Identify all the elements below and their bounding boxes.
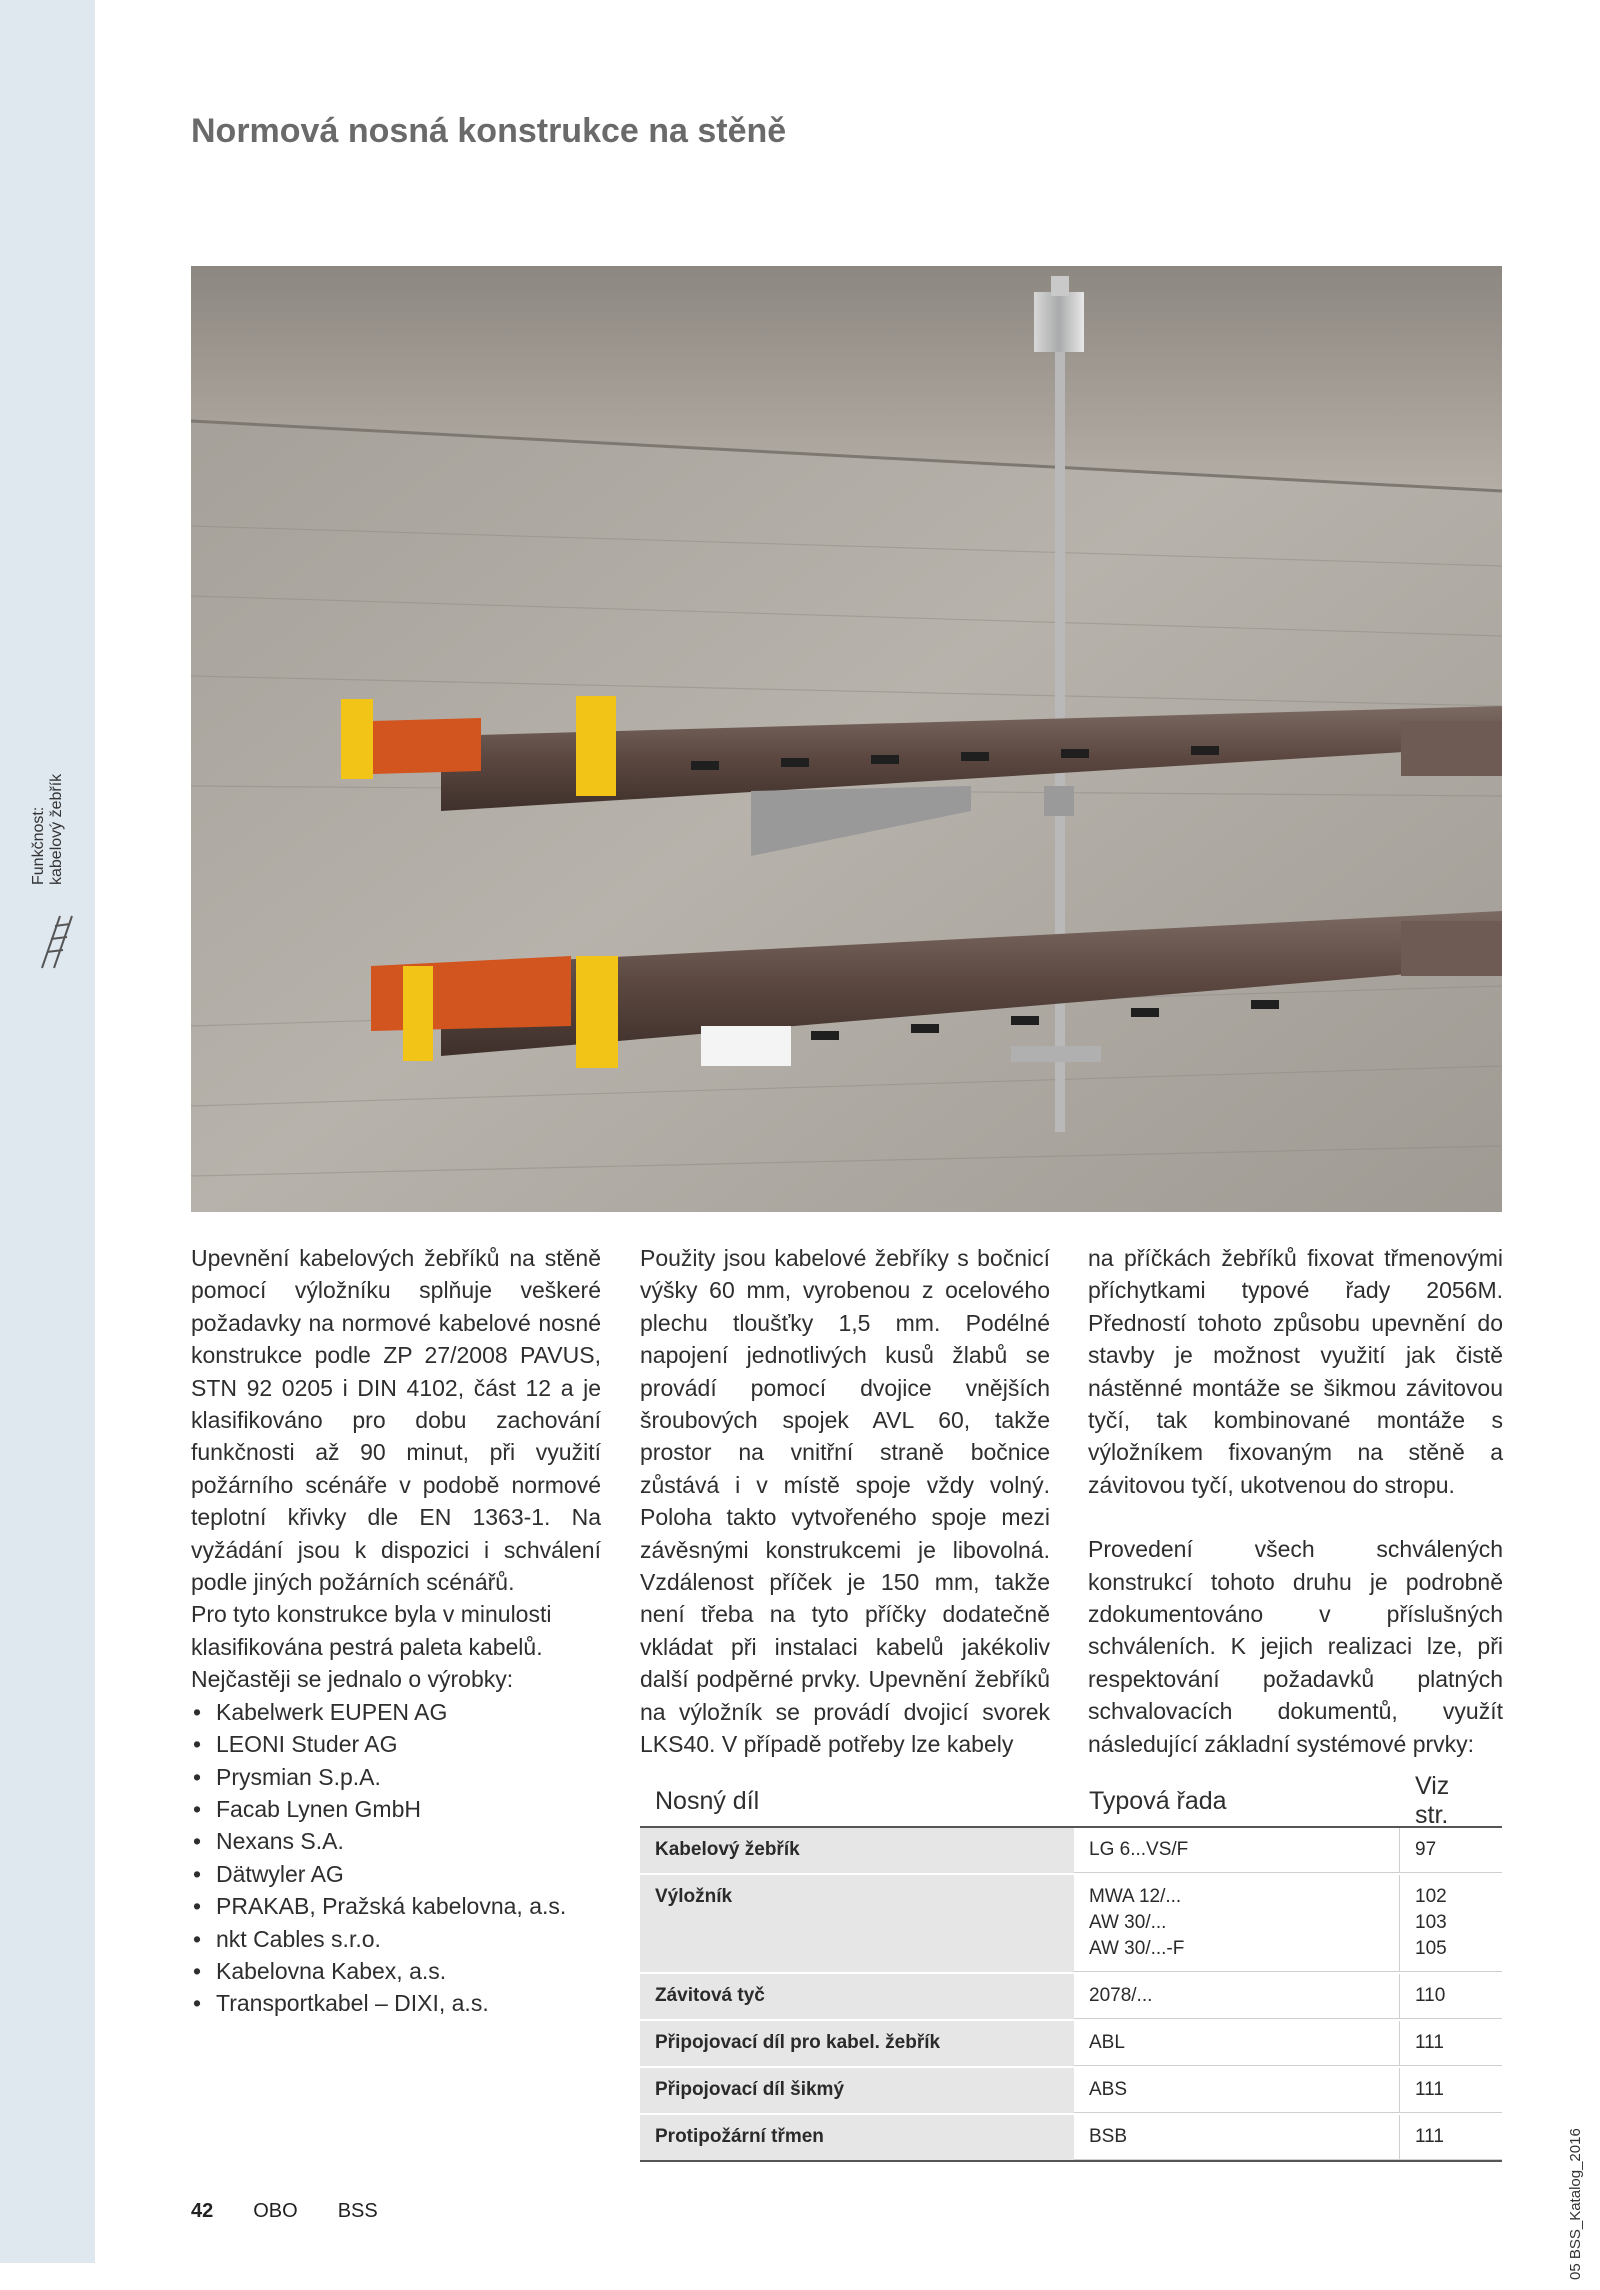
cell-page: 111 xyxy=(1400,2021,1502,2066)
footer-section: BSS xyxy=(337,2200,378,2222)
cell-part: Závitová tyč xyxy=(640,1974,1074,2019)
header-series: Typová řada xyxy=(1089,1786,1227,1815)
list-item: • Transportkabel – DIXI, a.s. xyxy=(191,1987,601,2019)
catalog-code xyxy=(1565,2090,1595,2290)
table-row xyxy=(640,1875,1502,1974)
cell-page: 111 xyxy=(1400,2068,1502,2113)
text-column-3 xyxy=(1088,1242,1503,1760)
table-row xyxy=(640,2068,1502,2115)
cell-part: Protipožární třmen xyxy=(640,2115,1074,2160)
cell-part: Připojovací díl šikmý xyxy=(640,2068,1074,2113)
cell-series: BSB xyxy=(1074,2115,1400,2160)
intro-paragraph: Upevnění kabelových žebříků na stěně pomocí výložníku splňuje veškeré požadavky na normové kabelové nosné konstrukce podle ZP 27/2008 PAVUS, STN 92 0205 i DIN 4102, část 12 a je klasifikováno pro dobu zachování funkčnosti až 90 minut, při využití požárního scénáře v podobě normové teplotní křivky dle EN 1363-1. Na vyžádání jsou k dispozici i schválení podle jiných požárních scénářů. xyxy=(191,1245,601,1596)
side-label-line2: kabelový žebřík xyxy=(48,773,65,885)
ladder-icon xyxy=(38,912,76,970)
cell-series: ABL xyxy=(1074,2021,1400,2066)
table-header xyxy=(640,1772,1502,1829)
cell-page: 111 xyxy=(1400,2115,1502,2160)
list-item: • Dätwyler AG xyxy=(191,1858,601,1890)
manufacturer-list xyxy=(191,1696,601,2020)
cell-part: Připojovací díl pro kabel. žebřík xyxy=(640,2021,1074,2066)
side-strip xyxy=(0,0,95,2263)
text-column-2 xyxy=(640,1242,1050,1761)
list-item: • Prysmian S.p.A. xyxy=(191,1761,601,1793)
cables-paragraph: Pro tyto konstrukce byla v minulosti klasifikována pestrá paleta kabelů. Nejčastěji se jednalo o výrobky: xyxy=(191,1601,552,1693)
list-item: • LEONI Studer AG xyxy=(191,1728,601,1760)
list-item: • Kabelwerk EUPEN AG xyxy=(191,1696,601,1728)
text-column-1 xyxy=(191,1242,601,2020)
list-item: • Facab Lynen GmbH xyxy=(191,1793,601,1825)
mounting-description: na příčkách žebříků fixovat třmenovými příchytkami typové řady 2056M. Předností tohoto způsobu upevnění do stavby je možnost využití jak čistě nástěnné montáže se šikmou závitovou tyčí, tak kombinované montáže s výložníkem fixovaným na stěně a závitovou tyčí, ukotvenou do stropu. xyxy=(1088,1245,1503,1498)
side-label-line1: Funkčnost: xyxy=(30,806,47,885)
header-page: Viz str. xyxy=(1415,1772,1450,1829)
table-row xyxy=(640,1828,1502,1875)
page-title: Normová nosná konstrukce na stěně xyxy=(191,112,787,150)
cell-page: 102 103 105 xyxy=(1400,1875,1502,1972)
cell-part: Kabelový žebřík xyxy=(640,1828,1074,1873)
approval-description: Provedení všech schválených konstrukcí tohoto druhu je podrobně zdokumentováno v příslušných schváleních. K jejich realizaci lze, při respektování požadavků platných schvalovacích dokumentů, využít následující základní systémové prvky: xyxy=(1088,1536,1503,1757)
cell-series: MWA 12/... AW 30/... AW 30/...-F xyxy=(1074,1875,1400,1972)
list-item: • PRAKAB, Pražská kabelovna, a.s. xyxy=(191,1890,601,1922)
cell-series: LG 6...VS/F xyxy=(1074,1828,1400,1873)
list-item: • Nexans S.A. xyxy=(191,1825,601,1857)
cell-page: 110 xyxy=(1400,1974,1502,2019)
page-footer xyxy=(191,2200,378,2223)
catalog-code-text: 05 BSS_Katalog_2016 xyxy=(1567,2128,1584,2280)
side-category-label xyxy=(22,745,72,895)
page-number: 42 xyxy=(191,2200,214,2222)
header-part: Nosný díl xyxy=(655,1786,760,1815)
cell-series: ABS xyxy=(1074,2068,1400,2113)
cell-page: 97 xyxy=(1400,1828,1502,1873)
components-table xyxy=(640,1772,1502,2162)
table-row xyxy=(640,2021,1502,2068)
list-item: • nkt Cables s.r.o. xyxy=(191,1923,601,1955)
ladder-description: Použity jsou kabelové žebříky s bočnicí výšky 60 mm, vyrobenou z ocelového plechu tloušťky 1,5 mm. Podélné napojení jednotlivých kusů žlabů se provádí pomocí dvojice vnějších šroubových spojek AVL 60, takže prostor na vnitřní straně bočnice zůstává i v místě spoje vždy volný. Poloha takto vytvořeného spoje mezi závěsnými konstrukcemi je libovolná. Vzdálenost příček je 150 mm, takže není třeba na tyto příčky dodatečně vkládat při instalaci kabelů jakékoliv další podpěrné prvky. Upevnění žebříků na výložník se provádí dvojicí svorek LKS40. V případě potřeby lze kabely xyxy=(640,1245,1050,1758)
cable-ladder-photo xyxy=(191,266,1502,1212)
cell-part: Výložník xyxy=(640,1875,1074,1972)
footer-brand: OBO xyxy=(253,2200,298,2222)
list-item: • Kabelovna Kabex, a.s. xyxy=(191,1955,601,1987)
table-row xyxy=(640,1974,1502,2021)
cell-series: 2078/... xyxy=(1074,1974,1400,2019)
table-row xyxy=(640,2115,1502,2162)
